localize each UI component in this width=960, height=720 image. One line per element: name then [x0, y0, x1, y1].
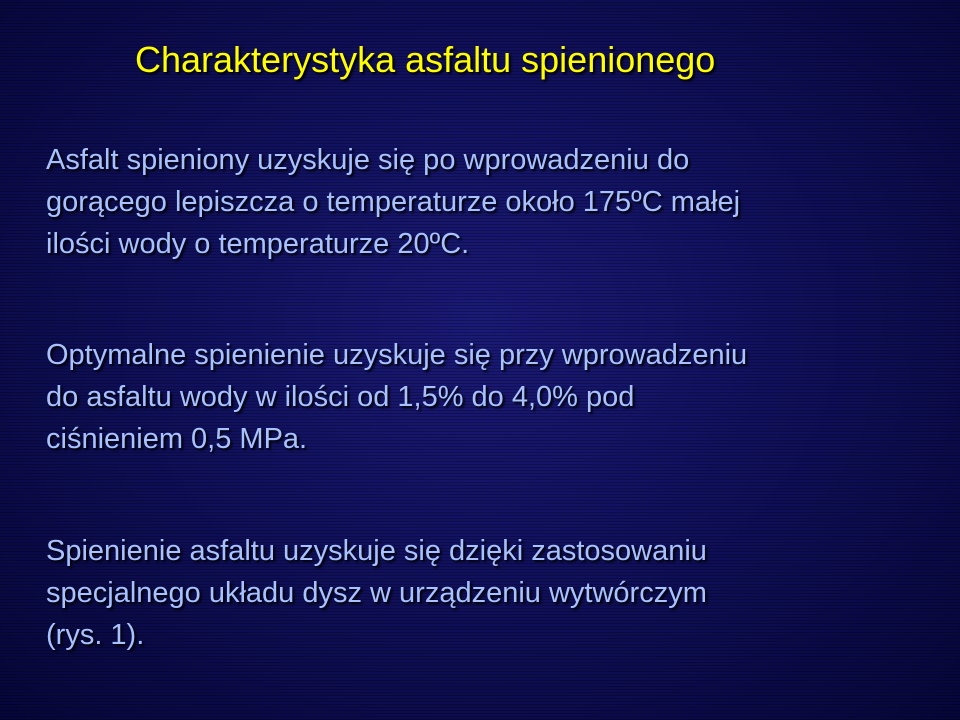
paragraph-line: (rys. 1). [46, 619, 145, 651]
paragraph-line: ciśnieniem 0,5 MPa. [46, 423, 308, 455]
paragraph-line: Asfalt spieniony uzyskuje się po wprowadzeniu do [46, 144, 690, 176]
paragraph-line: gorącego lepiszcza o temperaturze około 175ºC małej [46, 186, 741, 218]
paragraph-foamed-asphalt-definition [46, 139, 951, 265]
slide-title: Charakterystyka asfaltu spienionego [135, 39, 716, 80]
paragraph-line: Spienienie asfaltu uzyskuje się dzięki zastosowaniu [46, 535, 707, 567]
paragraph-line: do asfaltu wody w ilości od 1,5% do 4,0% pod [46, 381, 635, 413]
paragraph-line: Optymalne spienienie uzyskuje się przy wprowadzeniu [46, 339, 748, 371]
paragraph-optimal-foaming [46, 334, 951, 460]
paragraph-line: specjalnego układu dysz w urządzeniu wytwórczym [46, 577, 707, 609]
paragraph-nozzle-system [46, 530, 951, 656]
paragraph-line: ilości wody o temperaturze 20ºC. [46, 228, 470, 260]
